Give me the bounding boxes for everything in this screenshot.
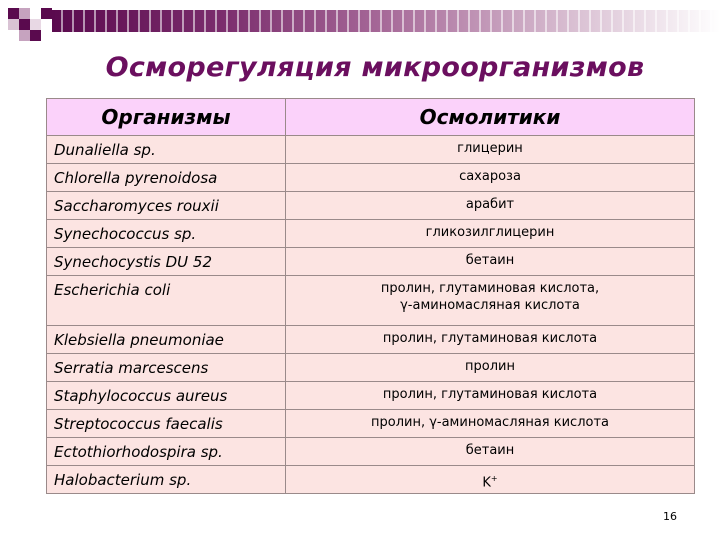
osmolyte-cell: пролин, глутаминовая кислота bbox=[286, 326, 695, 354]
osmolyte-cell: бетаин bbox=[286, 248, 695, 276]
organism-cell: Klebsiella pneumoniae bbox=[47, 326, 286, 354]
organism-cell: Saccharomyces rouxii bbox=[47, 192, 286, 220]
table-row bbox=[47, 248, 695, 276]
osmolyte-cell: пролин, γ-аминомасляная кислота bbox=[286, 410, 695, 438]
page-number: 16 bbox=[663, 510, 677, 523]
decor-square bbox=[30, 19, 41, 30]
organism-cell: Synechococcus sp. bbox=[47, 220, 286, 248]
decor-square bbox=[30, 8, 41, 19]
table-row bbox=[47, 326, 695, 354]
table-row bbox=[47, 192, 695, 220]
table-row bbox=[47, 466, 695, 494]
table-row bbox=[47, 382, 695, 410]
table-header-row bbox=[47, 99, 695, 136]
table-row bbox=[47, 164, 695, 192]
organism-cell: Halobacterium sp. bbox=[47, 466, 286, 494]
decor-square bbox=[30, 30, 41, 41]
decor-square bbox=[19, 30, 30, 41]
osmolyte-cell bbox=[286, 276, 695, 326]
table-row bbox=[47, 354, 695, 382]
organism-cell: Chlorella pyrenoidosa bbox=[47, 164, 286, 192]
organism-cell: Escherichia coli bbox=[47, 276, 286, 326]
charge-superscript: + bbox=[490, 474, 498, 483]
organism-cell: Synechocystis DU 52 bbox=[47, 248, 286, 276]
table-row bbox=[47, 438, 695, 466]
decor-square bbox=[19, 19, 30, 30]
decor-square bbox=[8, 19, 19, 30]
organism-cell: Staphylococcus aureus bbox=[47, 382, 286, 410]
osmolyte-cell: бетаин bbox=[286, 438, 695, 466]
header-band-stripes bbox=[52, 10, 720, 32]
osmolyte-line: пролин, глутаминовая кислота, bbox=[380, 281, 600, 296]
decor-square bbox=[19, 8, 30, 19]
column-header-organisms: Организмы bbox=[47, 99, 286, 136]
table-row bbox=[47, 410, 695, 438]
decor-square bbox=[41, 8, 52, 19]
table-row bbox=[47, 136, 695, 164]
osmolyte-table bbox=[46, 98, 695, 494]
osmolyte-cell: пролин bbox=[286, 354, 695, 382]
decor-square bbox=[8, 8, 19, 19]
osmolyte-cell: гликозилглицерин bbox=[286, 220, 695, 248]
table-row bbox=[47, 220, 695, 248]
decor-square bbox=[8, 30, 19, 41]
organism-cell: Streptococcus faecalis bbox=[47, 410, 286, 438]
osmolyte-cell bbox=[286, 466, 695, 494]
column-header-osmolytes: Осмолитики bbox=[286, 99, 695, 136]
organism-cell: Serratia marcescens bbox=[47, 354, 286, 382]
organism-cell: Ectothiorhodospira sp. bbox=[47, 438, 286, 466]
osmolyte-cell: глицерин bbox=[286, 136, 695, 164]
organism-cell: Dunaliella sp. bbox=[47, 136, 286, 164]
slide-title: Осморегуляция микроорганизмов bbox=[105, 52, 645, 83]
osmolyte-text: K bbox=[482, 475, 491, 491]
table-row bbox=[47, 276, 695, 326]
osmolyte-cell: арабит bbox=[286, 192, 695, 220]
osmolyte-line: γ-аминомасляная кислота bbox=[400, 298, 580, 313]
osmolyte-cell: сахароза bbox=[286, 164, 695, 192]
osmolyte-cell: пролин, глутаминовая кислота bbox=[286, 382, 695, 410]
